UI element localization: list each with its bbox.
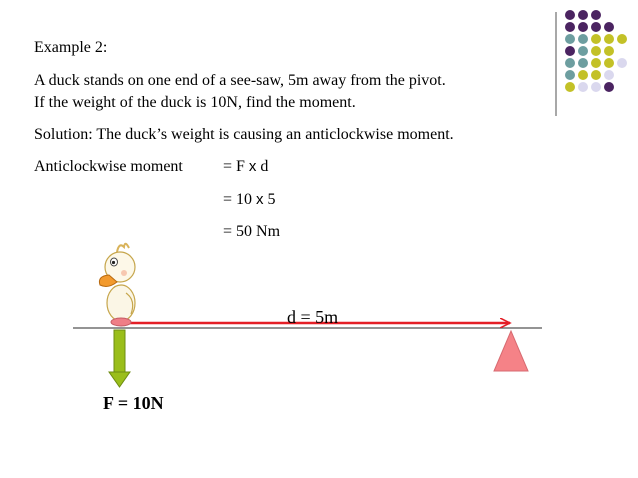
example-heading: Example 2: bbox=[34, 39, 108, 56]
solution-text: Solution: The duck’s weight is causing an anticlockwise moment. bbox=[34, 126, 454, 143]
duck-illustration bbox=[99, 244, 135, 326]
calc-step-2-prefix: = 10 bbox=[223, 191, 257, 208]
calc-step-3: = 50 Nm bbox=[223, 223, 281, 240]
distance-label: d = 5m bbox=[287, 307, 339, 327]
calc-step-2-suffix: 5 bbox=[263, 191, 276, 208]
multiply-sign: x bbox=[256, 191, 264, 208]
multiply-sign: x bbox=[248, 158, 257, 175]
force-arrow bbox=[109, 330, 130, 387]
problem-line-2: If the weight of the duck is 10N, find the moment. bbox=[34, 94, 356, 111]
calc-step-1-prefix: = F bbox=[223, 158, 249, 175]
pivot-triangle bbox=[494, 331, 528, 371]
force-label: F = 10N bbox=[103, 393, 164, 413]
calc-step-1-suffix: d bbox=[256, 158, 269, 175]
calc-label: Anticlockwise moment bbox=[34, 158, 183, 175]
problem-line-1: A duck stands on one end of a see-saw, 5m away from the pivot. bbox=[34, 72, 446, 89]
